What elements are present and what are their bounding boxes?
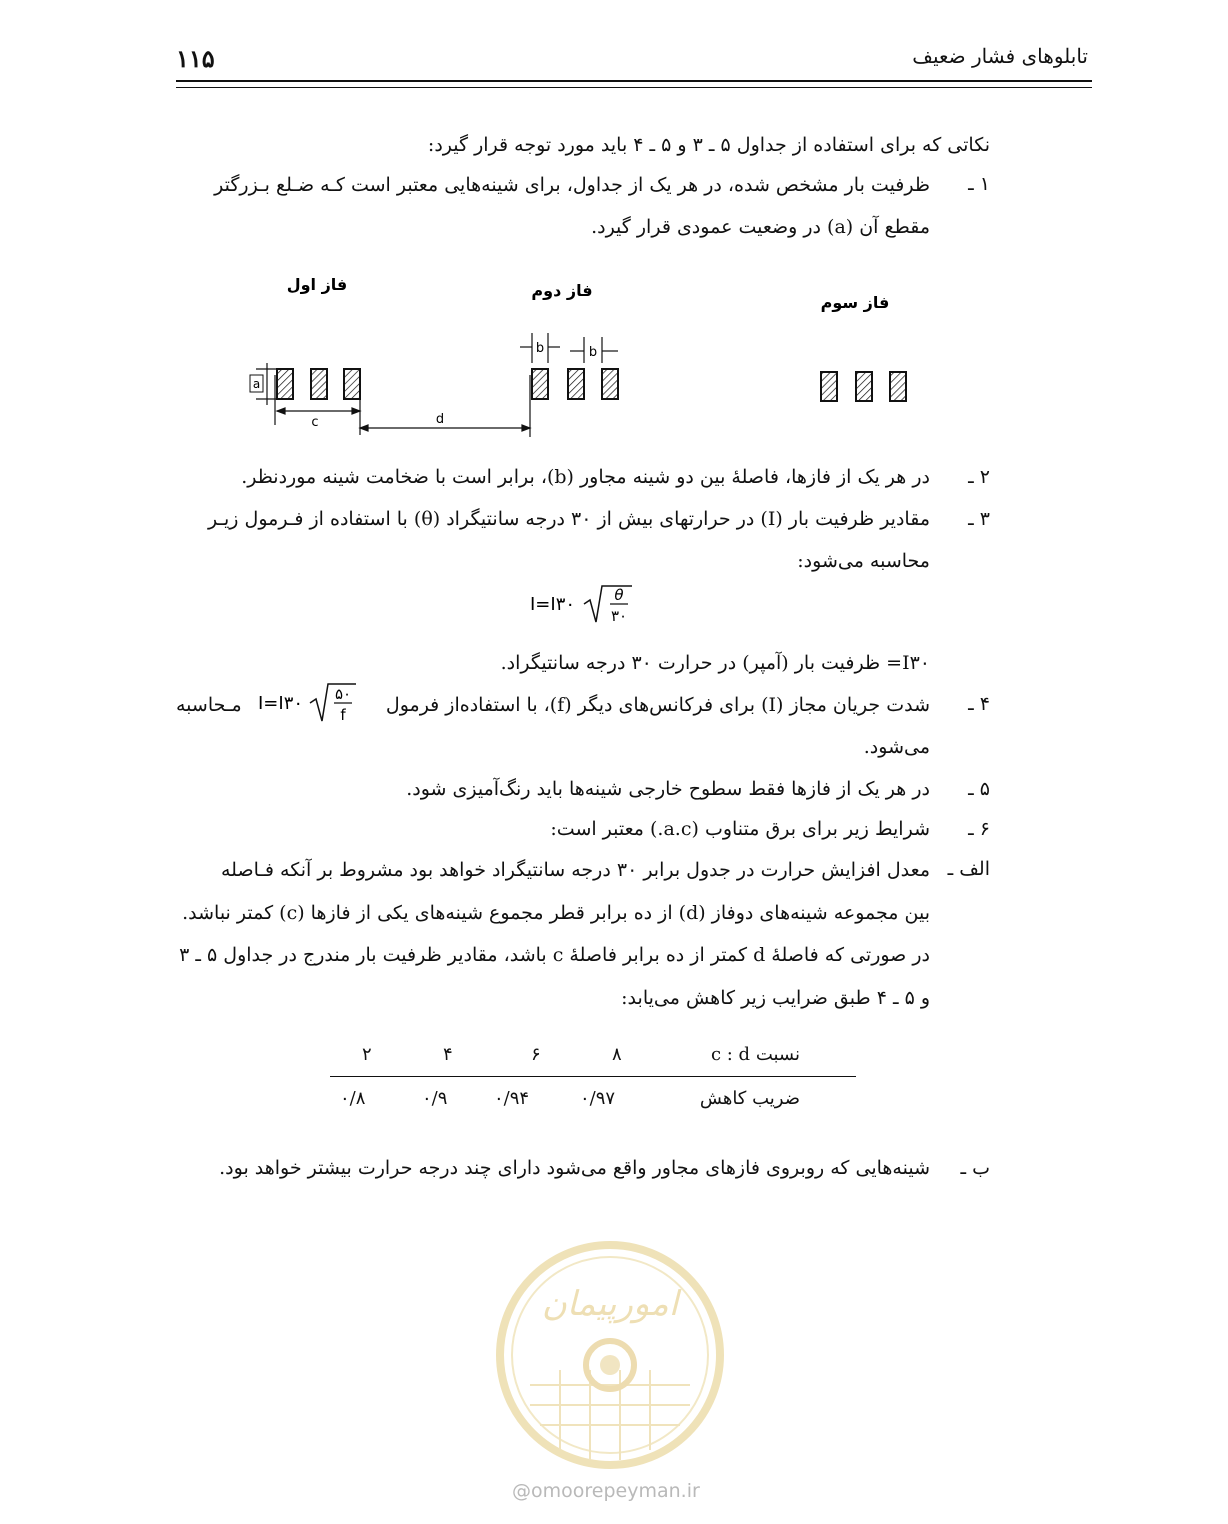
table-row-cell: ۰/۹ xyxy=(422,1088,448,1109)
table-rule xyxy=(330,1076,856,1077)
item4-line2: می‌شود. xyxy=(863,736,930,758)
label-d: d xyxy=(435,412,445,427)
watermark-logo xyxy=(490,1235,730,1475)
label-c: c xyxy=(311,415,319,430)
table-header-cell: ۴ xyxy=(443,1044,453,1065)
item1-line1: ظرفیت بار مشخص شده، در هر یک از جداول، برای شینه‌هایی معتبر است کـه ضـلع بـزرگتر xyxy=(214,174,930,196)
item5-number: ۵ ـ xyxy=(968,778,990,800)
item6-number: ۶ ـ xyxy=(968,818,990,840)
watermark-site: @omoorepeyman.ir xyxy=(512,1480,700,1502)
formula-freq-numerator: ۵۰ xyxy=(334,685,352,703)
table-header-cell: ۲ xyxy=(362,1044,372,1065)
label-b1: b xyxy=(535,341,545,356)
table-header-cell: ۸ xyxy=(612,1044,622,1065)
item3-line2: محاسبه می‌شود: xyxy=(797,550,930,572)
item5-text: در هر یک از فازها فقط سطوح خارجی شینه‌ها باید رنگ‌آمیزی شود. xyxy=(406,778,930,800)
item3-number: ۳ ـ xyxy=(968,508,990,530)
formula-freq-left: I=I۳۰ xyxy=(258,693,304,714)
busbar xyxy=(311,369,327,399)
phase2-label: فاز دوم xyxy=(531,281,593,300)
header-rule-thin xyxy=(176,87,1092,88)
item6-text: شرایط زیر برای برق متناوب (a.c.) معتبر است: xyxy=(550,818,930,840)
busbar xyxy=(856,372,872,401)
phase3-label: فاز سوم xyxy=(820,293,890,312)
table-row-cell: ۰/۹۷ xyxy=(580,1088,616,1109)
busbar xyxy=(532,369,548,399)
item1-line2: مقطع آن (a) در وضعیت عمودی قرار گیرد. xyxy=(591,216,930,238)
formula-temp-denominator: ۳۰ xyxy=(610,607,628,625)
item-alef-line3: در صورتی که فاصلهٔ d کمتر از ده برابر فاصلهٔ c باشد، مقادیر ظرفیت بار مندرج در جداول ۵ ـ ۳ xyxy=(179,944,930,966)
page-number: ۱۱۵ xyxy=(176,44,215,73)
item-alef-label: الف ـ xyxy=(947,858,990,880)
formula-frequency xyxy=(256,678,366,726)
item4-line1-b: مـحاسبه xyxy=(176,694,242,716)
phase1-label: فاز اول xyxy=(286,275,348,294)
busbar xyxy=(821,372,837,401)
phase3-busbars xyxy=(821,372,906,401)
item3-definition: I۳۰= ظرفیت بار (آمپر) در حرارت ۳۰ درجه سانتیگراد. xyxy=(500,652,930,674)
busbar xyxy=(277,369,293,399)
table-row-cell: ۰/۹۴ xyxy=(494,1088,530,1109)
busbar xyxy=(890,372,906,401)
dimension-b xyxy=(520,333,618,363)
item-alef-line1: معدل افزایش حرارت در جدول برابر ۳۰ درجه سانتیگراد خواهد بود مشروط بر آنکه فـاصله xyxy=(220,859,930,881)
item-be-label: ب ـ xyxy=(960,1157,990,1179)
item4-line1-a: شدت جریان مجاز (I) برای فرکانس‌های دیگر (f)، با استفاده‌از فرمول xyxy=(385,694,930,716)
phase2-busbars xyxy=(532,369,618,399)
item1-number: ۱ ـ xyxy=(968,173,990,195)
item3-line1: مقادیر ظرفیت بار (I) در حرارتهای بیش از ۳۰ درجه سانتیگراد (θ) با استفاده از فـرمول زیـر xyxy=(207,508,930,530)
busbar xyxy=(568,369,584,399)
table-header-cell: ۶ xyxy=(531,1044,541,1065)
formula-freq-denominator: f xyxy=(340,706,346,724)
busbar xyxy=(344,369,360,399)
label-b2: b xyxy=(588,345,598,360)
formula-temp-numerator: θ xyxy=(614,586,624,604)
intro-paragraph: نکاتی که برای استفاده از جداول ۵ ـ ۳ و ۵ ـ ۴ باید مورد توجه قرار گیرد: xyxy=(427,134,990,156)
label-a: a xyxy=(252,377,261,391)
watermark-logo-text: امورپیمان xyxy=(541,1284,679,1324)
table-row-label: ضریب کاهش xyxy=(699,1088,800,1109)
header-rule-thick xyxy=(176,80,1092,82)
item2-text: در هر یک از فازها، فاصلهٔ بین دو شینه مجاور (b)، برابر است با ضخامت شینه موردنظر. xyxy=(241,466,930,488)
formula-temperature xyxy=(528,580,638,626)
item-be-text: شینه‌هایی که روبروی فازهای مجاور واقع می‌شود دارای چند درجه حرارت بیشتر خواهد بود. xyxy=(219,1157,930,1179)
table-header-label: نسبت c : d xyxy=(710,1044,800,1065)
item-alef-line4: و ۵ ـ ۴ طبق ضرایب زیر کاهش می‌یابد: xyxy=(621,987,930,1009)
item2-number: ۲ ـ xyxy=(968,466,990,488)
item4-number: ۴ ـ xyxy=(968,693,990,715)
running-header-title: تابلوهای فشار ضعیف xyxy=(912,44,1088,68)
busbar xyxy=(602,369,618,399)
phase1-busbars xyxy=(277,369,360,399)
table-row-cell: ۰/۸ xyxy=(340,1088,366,1109)
formula-temp-left: I=I۳۰ xyxy=(530,594,576,615)
busbar-phases-figure xyxy=(230,265,950,445)
item-alef-line2: بین مجموعه شینه‌های دوفاز (d) از ده برابر قطر مجموع شینه‌های یکی از فازها (c) کمتر نباشد. xyxy=(182,902,930,924)
